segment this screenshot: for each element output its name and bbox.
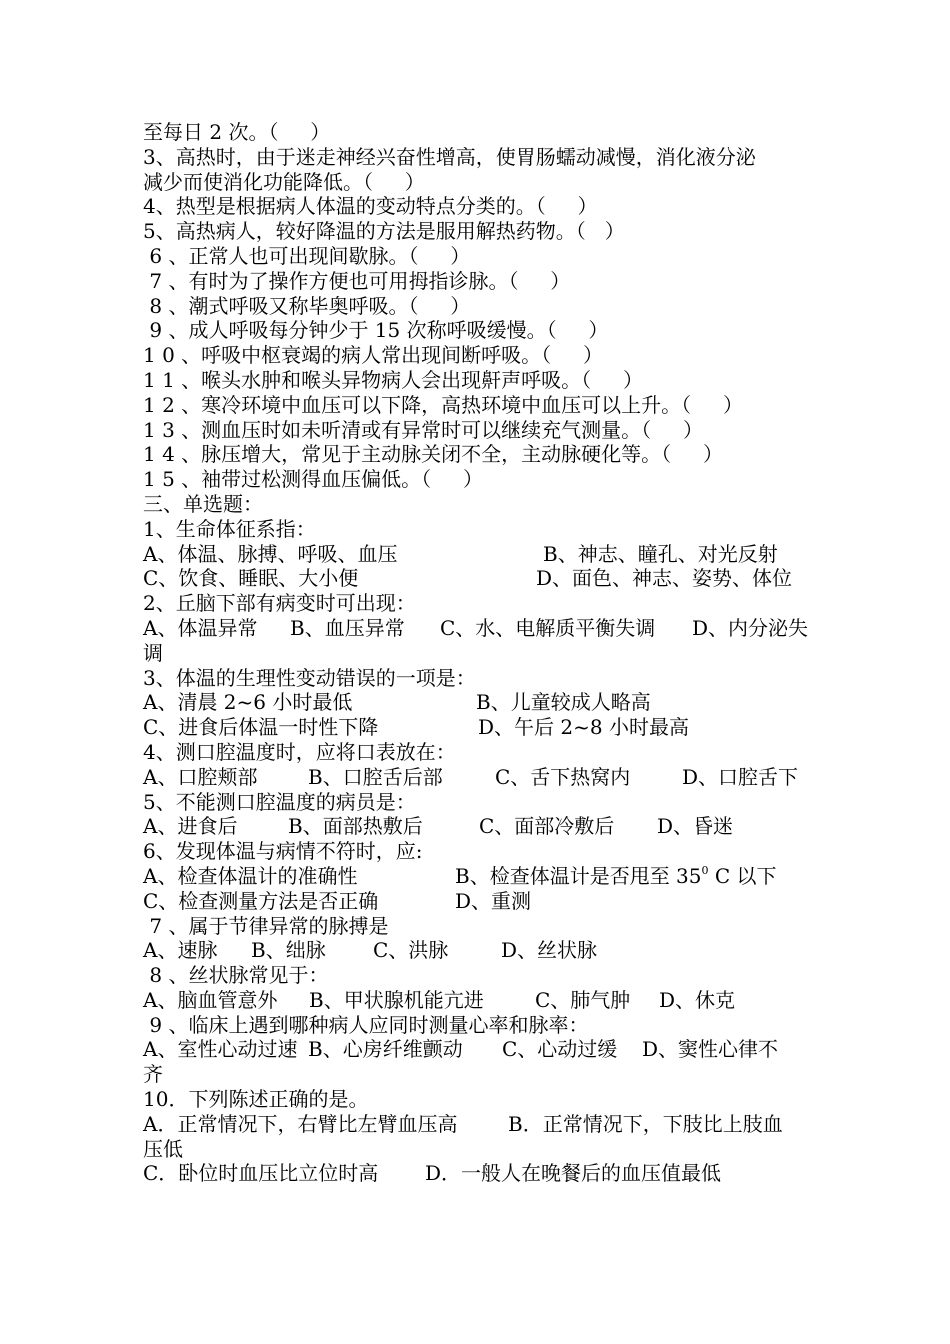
question-stem: 7 、属于节律异常的脉搏是 [143, 913, 389, 938]
option-b-unit: C 以下 [708, 863, 777, 888]
option-d: D、内分泌失 [692, 615, 809, 640]
option-a: A、清晨 2~6 小时最低 [143, 690, 353, 715]
option-a: A、体温、脉搏、呼吸、血压 [143, 541, 398, 566]
option-row [143, 616, 823, 641]
tf-item: 8 、潮式呼吸又称毕奥呼吸。（ ） [143, 293, 471, 318]
tf-item: 4、热型是根据病人体温的变动特点分类的。（ ） [143, 194, 598, 219]
option-d: D、休克 [659, 987, 736, 1012]
question-stem: 8 、丝状脉常见于： [143, 963, 329, 988]
option-b: B、口腔舌后部 [308, 764, 443, 789]
true-false-section [143, 120, 823, 492]
option-c: C、舌下热窝内 [495, 764, 631, 789]
option-a: A、进食后 [143, 814, 238, 839]
option-b-text: B、检查体温计是否甩至 35 [455, 863, 702, 888]
option-row [143, 542, 823, 567]
option-b [455, 864, 777, 889]
option-row [143, 988, 823, 1013]
tf-item: 1 5 、袖带过松测得血压偏低。（ ） [143, 467, 483, 492]
option-c: C、洪脉 [373, 938, 449, 963]
option-b: B、绌脉 [251, 938, 326, 963]
question-stem: 10．下列陈述正确的是。 [143, 1087, 369, 1112]
question-stem: 3、体温的生理性变动错误的一项是： [143, 665, 476, 690]
option-d: D、窦性心律不 [642, 1037, 779, 1062]
option-d: D、昏迷 [657, 814, 734, 839]
option-a: A．正常情况下，右臂比左臂血压高 [143, 1111, 458, 1136]
option-b: B、血压异常 [290, 615, 405, 640]
tf-item: 1 2 、寒冷环境中血压可以下降，高热环境中血压可以上升。（ ） [143, 392, 743, 417]
option-d: D、口腔舌下 [682, 764, 799, 789]
option-b: B．正常情况下，下肢比上肢血 [508, 1111, 783, 1136]
option-row [143, 566, 823, 591]
option-row [143, 1161, 823, 1186]
tf-item: 1 3 、测血压时如未听清或有异常时可以继续充气测量。（ ） [143, 417, 703, 442]
tf-item: 1 0 、呼吸中枢衰竭的病人常出现间断呼吸。（ ） [143, 343, 603, 368]
tf-item: 7 、有时为了操作方便也可用拇指诊脉。（ ） [143, 268, 571, 293]
option-c: C、肺气肿 [535, 987, 631, 1012]
tf-item: 1 4 、脉压增大，常见于主动脉关闭不全，主动脉硬化等。（ ） [143, 442, 723, 467]
question-stem: 9 、临床上遇到哪种病人应同时测量心率和脉率： [143, 1012, 589, 1037]
tf-item: 9 、成人呼吸每分钟少于 15 次称呼吸缓慢。（ ） [143, 318, 609, 343]
option-row [143, 889, 823, 914]
option-c: C、面部冷敷后 [479, 814, 615, 839]
tf-item: 6 、正常人也可出现间歇脉。（ ） [143, 243, 471, 268]
option-a: A、速脉 [143, 938, 218, 963]
option-c: C、进食后体温一时性下降 [143, 715, 379, 740]
option-row [143, 690, 823, 715]
option-b: B、面部热敷后 [288, 814, 423, 839]
degree-superscript: 0 [701, 863, 709, 877]
option-a: A、脑血管意外 [143, 987, 278, 1012]
tf-item: 1 1 、喉头水肿和喉头异物病人会出现鼾声呼吸。（ ） [143, 367, 643, 392]
question-stem: 2、丘脑下部有病变时可出现： [143, 591, 416, 616]
option-d: D、面色、神志、姿势、体位 [536, 566, 793, 591]
option-c: C、检查测量方法是否正确 [143, 888, 379, 913]
option-c: C、饮食、睡眠、大小便 [143, 566, 359, 591]
option-row [143, 864, 823, 889]
option-row [143, 814, 823, 839]
option-row [143, 765, 823, 790]
option-d-continued: 调 [143, 640, 163, 665]
exam-page [143, 120, 823, 1186]
option-a: A、室性心动过速 [143, 1037, 298, 1062]
option-c: C、心动过缓 [502, 1037, 618, 1062]
option-a: A、口腔颊部 [143, 764, 258, 789]
tf-item: 至每日 2 次。（ ） [143, 120, 331, 144]
option-b: B、甲状腺机能亢进 [309, 987, 484, 1012]
option-d-continued: 齐 [143, 1062, 163, 1087]
option-d: D、午后 2~8 小时最高 [478, 715, 689, 740]
tf-item: 5、高热病人，较好降温的方法是服用解热药物。（ ） [143, 219, 625, 244]
option-d: D、丝状脉 [501, 938, 598, 963]
option-d: D．一般人在晚餐后的血压值最低 [425, 1161, 722, 1186]
option-b: B、神志、瞳孔、对光反射 [543, 541, 778, 566]
section-title: 三、单选题： [143, 491, 263, 516]
option-row [143, 938, 823, 963]
option-b-continued: 压低 [143, 1136, 183, 1161]
option-d: D、重测 [455, 888, 532, 913]
question-stem: 1、生命体征系指： [143, 516, 316, 541]
option-a: A、检查体温计的准确性 [143, 863, 358, 888]
option-a: A、体温异常 [143, 615, 258, 640]
tf-item: 3、高热时，由于迷走神经兴奋性增高，使胃肠蠕动减慢，消化液分泌 [143, 144, 756, 169]
option-row [143, 715, 823, 740]
option-b: B、心房纤维颤动 [308, 1037, 463, 1062]
question-stem: 6、发现体温与病情不符时，应: [143, 839, 423, 864]
option-c: C、水、电解质平衡失调 [440, 615, 656, 640]
option-row [143, 1112, 823, 1137]
tf-item: 减少而使消化功能降低。（ ） [143, 169, 425, 194]
option-b: B、儿童较成人略高 [476, 690, 651, 715]
question-stem: 5、不能测口腔温度的病员是： [143, 789, 416, 814]
question-stem: 4、测口腔温度时，应将口表放在： [143, 739, 456, 764]
option-c: C．卧位时血压比立位时高 [143, 1161, 379, 1186]
option-row [143, 1037, 823, 1062]
